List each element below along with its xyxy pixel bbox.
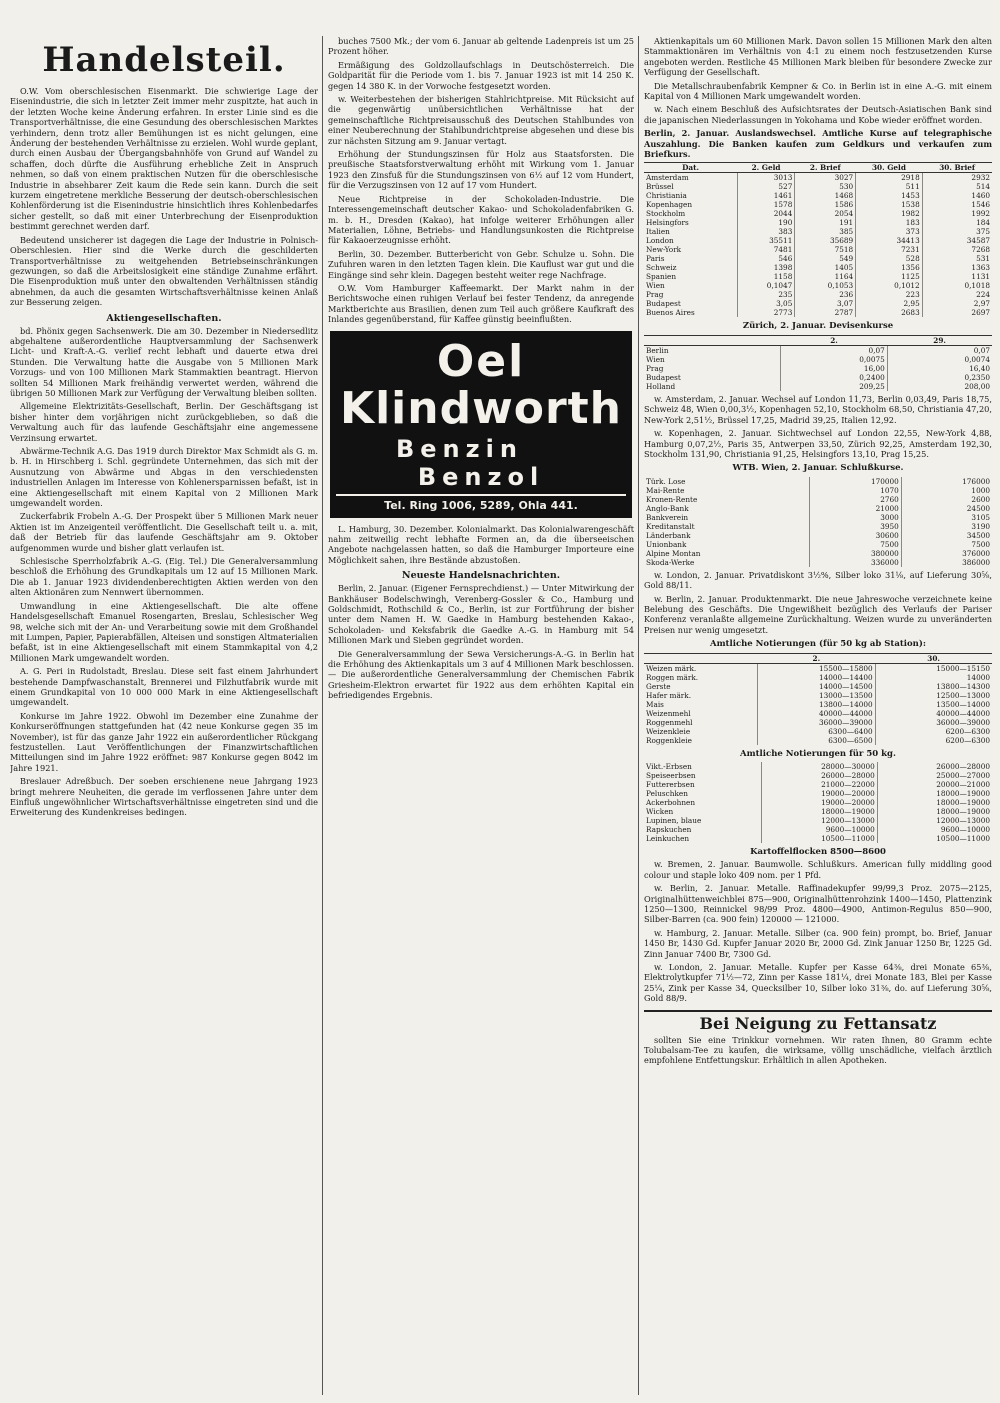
column-1 bbox=[10, 36, 318, 1395]
fx-cell: 235 bbox=[737, 290, 795, 299]
ad-heading-fettansatz: Bei Neigung zu Fettansatz bbox=[644, 1010, 992, 1033]
prod-cell: 6300—6500 bbox=[757, 736, 875, 745]
fx-cell: 183 bbox=[856, 218, 923, 227]
prod2-cell: 18000—19000 bbox=[936, 806, 990, 816]
fx-row bbox=[644, 209, 992, 218]
zurich-cell: 209,25 bbox=[781, 382, 887, 391]
prod-cell: Roggenmehl bbox=[644, 718, 757, 727]
article-zuckerfabrik: Zuckerfabrik Frobeln A.-G. Der Prospekt über 5 Millionen Mark neuer Aktien ist im Anzeigenteil veröffentlicht. Die Gesellschaft teilt u. a. mit, daß der Betrieb für das laufende Geschäftsjahr am 9. Oktober aufgenommen wurde und bisher glatt verlaufen ist. bbox=[10, 511, 318, 553]
wien-cell: 176000 bbox=[962, 476, 990, 486]
ad-telephone: Tel. Ring 1006, 5289, Ohla 441. bbox=[336, 494, 626, 512]
zurich-cell: Holland bbox=[644, 382, 781, 391]
fx-cell: 236 bbox=[795, 290, 856, 299]
fx-cell: 1125 bbox=[856, 272, 923, 281]
wien-heading: WTB. Wien, 2. Januar. Schlußkurse. bbox=[732, 463, 904, 474]
article-kolonialmarkt: L. Hamburg, 30. Dezember. Kolonialmarkt. Das Kolonialwarengeschäft nahm zeitweilig recht lebhafte Formen an, da die überseeischen Angebote nachgelassen hatten, so daß die Hamburger Importeure eine Möglichkeit sahen, ihre Bestände abzustoßen. bbox=[328, 523, 634, 565]
fx-cell: 1164 bbox=[795, 272, 856, 281]
prod-cell: 36000—39000 bbox=[757, 718, 875, 727]
fx-row bbox=[644, 245, 992, 254]
column-3 bbox=[644, 36, 992, 1395]
fx-cell: 7268 bbox=[971, 245, 990, 255]
fx-cell: 1460 bbox=[971, 191, 990, 201]
wien-cell: 3190 bbox=[971, 521, 990, 531]
wien-cell: Mai-Rente bbox=[644, 486, 809, 495]
zurich-cell: 0,2400 bbox=[781, 373, 887, 382]
prod2-row bbox=[644, 834, 992, 843]
prod2-cell: 12000—13000 bbox=[762, 816, 878, 825]
article-metalle-london: w. London, 2. Januar. Metalle. Kupfer per Kasse 64⅜, drei Monate 65⅜, Elektrolytkupfer 71½—72, Zinn per Kasse 181¼, drei Monate 183, Blei per Kasse 25¼, Zink per Kasse 34, Quecksilber 10, Silber loko 31⅜, do. auf Lieferung 30⅝, Gold 88/9. bbox=[644, 962, 992, 1004]
fx-cell: 34413 bbox=[856, 236, 923, 245]
fx-cell: 527 bbox=[737, 182, 795, 191]
prod2-cell: 25000—27000 bbox=[936, 770, 990, 780]
article-asiatische-bank: w. Nach einem Beschluß des Aufsichtsrates der Deutsch-Asiatischen Bank sind die japanischen Niederlassungen in Yokohama und Kobe wieder eröffnet worden. bbox=[644, 104, 992, 125]
prod-cell: 36000—39000 bbox=[936, 717, 990, 727]
fx-cell: 385 bbox=[795, 227, 856, 236]
fx-cell: 549 bbox=[795, 254, 856, 263]
fx-cell: 2683 bbox=[856, 308, 923, 317]
zurich-cell: 0,2350 bbox=[964, 372, 990, 382]
prod2-row bbox=[644, 789, 992, 798]
fx-cell: Schweiz bbox=[644, 263, 737, 272]
prod-cell: Weizenkleie bbox=[644, 727, 757, 736]
prod2-cell: 12000—13000 bbox=[936, 815, 990, 825]
fx-cell: 531 bbox=[976, 254, 990, 264]
prod-cell: Hafer märk. bbox=[644, 691, 757, 700]
fx-cell: London bbox=[644, 236, 737, 245]
prod2-cell: Ackerbohnen bbox=[644, 798, 762, 807]
article-london: w. London, 2. Januar. Privatdiskont 3½%, Silber loko 31⅛, auf Lieferung 30⅝, Gold 88/11. bbox=[644, 569, 992, 591]
wien-cell: 386000 bbox=[962, 557, 990, 567]
wien-cell: Länderbank bbox=[644, 531, 809, 540]
article-sperrholz: Schlesische Sperrholzfabrik A.-G. (Eig. Tel.) Die Generalversammlung beschloß die Erhöhung des Grundkapitals um 12 auf 15 Millionen Mark. Die ab 1. Januar 1923 dividendenberechtigten Aktien werden von den alten Aktionären zum Nennwert übernommen. bbox=[10, 556, 318, 598]
fx-cell: 1363 bbox=[971, 263, 990, 273]
zurich-cell: Budapest bbox=[644, 373, 781, 382]
prod2-cell: 18000—19000 bbox=[762, 807, 878, 816]
prod2-cell: Speiseerbsen bbox=[644, 771, 762, 780]
prod2-cell: 18000—19000 bbox=[936, 788, 990, 798]
fx-cell: Budapest bbox=[644, 299, 737, 308]
fx-cell: Prag bbox=[644, 290, 737, 299]
fx-cell: 1356 bbox=[856, 263, 923, 272]
column-rule bbox=[322, 36, 323, 1395]
fx-cell: 35689 bbox=[795, 236, 856, 245]
fx-cell: Stockholm bbox=[644, 209, 737, 218]
prod2-cell: Vikt.-Erbsen bbox=[644, 762, 762, 771]
zurich-cell: 208,00 bbox=[964, 381, 990, 391]
article-butter: Berlin, 30. Dezember. Butterbericht von Gebr. Schulze u. Sohn. Die Zufuhren waren in den letzten Tagen klein. Die Kauflust war gut und die Eingänge sind sehr klein. Dagegen besteht weiter rege Nachfrage. bbox=[328, 248, 634, 280]
wien-cell: 1070 bbox=[809, 486, 901, 495]
wien-row bbox=[644, 531, 992, 540]
article-abwaerme: Abwärme-Technik A.G. Das 1919 durch Direktor Max Schmidt als G. m. b. H. in Hirschberg i. Schl. gegründete Unternehmen, das sich mit der Ausnutzung von Abwärme und Abgas in den verschiedensten industriellen Anlagen im Interesse von Kohlenersparnissen befaßt, ist in eine Aktiengesellschaft mit einem Kapital von 2 Millionen Mark umgewandelt worden. bbox=[10, 446, 318, 509]
prod2-cell: Rapskuchen bbox=[644, 825, 762, 834]
zurich-row bbox=[644, 355, 992, 364]
wien-row bbox=[644, 504, 992, 513]
wien-cell: Kreditanstalt bbox=[644, 522, 809, 531]
prod-cell: Mais bbox=[644, 700, 757, 709]
zurich-col-header: 2. bbox=[781, 335, 887, 345]
wien-cell: Kronen-Rente bbox=[644, 495, 809, 504]
fx-cell: 0,1053 bbox=[795, 281, 856, 290]
prod2-cell: Futtererbsen bbox=[644, 780, 762, 789]
prod2-cell: Leinkuchen bbox=[644, 834, 762, 843]
wien-cell: 2760 bbox=[809, 495, 901, 504]
fx-cell: 1158 bbox=[737, 272, 795, 281]
prod-cell: 13500—14000 bbox=[936, 699, 990, 709]
article-stundungszinsen: Erhöhung der Stundungszinsen für Holz aus Staatsforsten. Die preußische Staatsforstverwaltung erhöht mit Wirkung vom 1. Januar 1923 den Zinsfuß für die Stundungszinsen von 6½ auf 12 vom Hundert, für die Verzugszinsen von 12 auf 17 vom Hundert. bbox=[328, 149, 634, 191]
fx-cell: Amsterdam bbox=[644, 173, 737, 183]
ad-word-benzol: Benzol bbox=[417, 462, 545, 491]
fx-cell: 224 bbox=[976, 290, 990, 300]
wien-cell: Türk. Lose bbox=[644, 477, 809, 486]
article-amsterdam: w. Amsterdam, 2. Januar. Wechsel auf London 11,73, Berlin 0,03,49, Paris 18,75, Schweiz 48, Wien 0,00,3½, Kopenhagen 52,10, Stockholm 68,50, Christiania 47,20, New-York 2,51½, Brüssel 17,25, Madrid 39,25, Italien 12,92. bbox=[644, 393, 992, 425]
prod2-row bbox=[644, 780, 992, 789]
wien-cell: Anglo-Bank bbox=[644, 504, 809, 513]
prod2-cell: 10500—11000 bbox=[936, 833, 990, 843]
wien-cell: 3105 bbox=[971, 512, 990, 522]
fx-cell: 1546 bbox=[971, 200, 990, 210]
fx-cell: 2932 bbox=[971, 173, 990, 183]
column-rule bbox=[638, 36, 639, 1395]
prod-cell: Weizenmehl bbox=[644, 709, 757, 718]
prod-row bbox=[644, 691, 992, 700]
prod-row bbox=[644, 736, 992, 745]
article-kaffeemarkt: O.W. Vom Hamburger Kaffeemarkt. Der Markt nahm in der Berichtswoche einen ruhigen Verlauf bei fester Tendenz, da anregende Marktberichte aus Brasilien, denen zum Teil auch größere Kaufkraft des Inlandes gegenüberstand, für Kaffee günstig beeinflußten. bbox=[328, 282, 634, 325]
fx-row bbox=[644, 254, 992, 263]
fx-row bbox=[644, 200, 992, 209]
fx-row bbox=[644, 182, 992, 191]
section-heading-handelsnachrichten: Neueste Handelsnachrichten. bbox=[401, 570, 561, 582]
wien-cell: 34500 bbox=[966, 530, 990, 540]
fx-col-header: 2. Brief bbox=[795, 163, 856, 173]
prod-cell: 6200—6300 bbox=[945, 735, 990, 745]
prod-row bbox=[644, 663, 992, 673]
fx-cell: 546 bbox=[737, 254, 795, 263]
article-schokolade: Neue Richtpreise in der Schokoladen-Industrie. Die Interessengemeinschaft deutscher Kakao- und Schokoladenfabriken G. m. b. H., Dresden (Kakao), hat infolge weiterer Erhöhungen aller Materialien, Löhne, Betriebs- und Handlungsunkosten die Richtpreise für Kakaoerzeugnisse erhöht. bbox=[328, 193, 634, 246]
fx-row bbox=[644, 227, 992, 236]
fx-cell: 1468 bbox=[795, 191, 856, 200]
fx-cell: Helsingfors bbox=[644, 218, 737, 227]
wien-cell: 3000 bbox=[809, 513, 901, 522]
prod-cell: Weizen märk. bbox=[644, 663, 757, 673]
prod-cell: Gerste bbox=[644, 682, 757, 691]
wien-row bbox=[644, 486, 992, 495]
fx-cell: 2773 bbox=[737, 308, 795, 317]
zurich-row bbox=[644, 382, 992, 391]
prod-col-header: 2. bbox=[757, 653, 875, 663]
fx-row bbox=[644, 263, 992, 272]
prod2-cell: 9600—10000 bbox=[762, 825, 878, 834]
prod-row bbox=[644, 682, 992, 691]
prod-cell: 40000—44000 bbox=[936, 708, 990, 718]
wien-row bbox=[644, 549, 992, 558]
fx-cell: 2697 bbox=[971, 308, 990, 318]
article-gaedke: Berlin, 2. Januar. (Eigener Fernsprechdienst.) — Unter Mitwirkung der Bankhäuser Bodelschwingh, Verenberg-Gossler & Co., Hamburg und Goldschmidt, Rothschild & Co., Berlin, ist zur Fortführung der bisher unter dem Namen H. W. Gaedke in Hamburg bestehenden Kakao-, Schokoladen- und Keksfabrik die Gaedke A.-G. in Hamburg mit 54 Millionen Mark und Sieben gegründet worden. bbox=[328, 583, 634, 646]
wien-cell: 3950 bbox=[809, 522, 901, 531]
article-metalle-berlin: w. Berlin, 2. Januar. Metalle. Raffinadekupfer 99/99,3 Proz. 2075—2125, Originalhüttenweichblei 875—900, Originalhüttenrohzink 1400—1450, Plattenzink 1250—1300, Reinnickel 98/99 Proz. 4800—4900, Antimon-Regulus 850—900, Silber-Barren (ca. 900 fein) 120000 — 121000. bbox=[644, 883, 992, 925]
prod2-row bbox=[644, 771, 992, 780]
fx-cell: 2054 bbox=[795, 209, 856, 218]
prod-cell: 13800—14000 bbox=[757, 700, 875, 709]
zurich-cell: 16,40 bbox=[969, 363, 990, 373]
wien-row bbox=[644, 477, 992, 486]
zurich-cell: 16,00 bbox=[781, 364, 887, 373]
fx-cell: 1131 bbox=[971, 272, 990, 282]
column-2 bbox=[328, 36, 634, 1395]
article-eisenmarkt: O.W. Vom oberschlesischen Eisenmarkt. Die schwierige Lage der Eisenindustrie, die sich in letzter Zeit immer mehr zuspitzte, hat auch in der letzten Woche keine Änderung erfahren. In erster Linie sind es die Transportverhältnisse, die eine Gesundung des oberschlesischen Marktes verhindern, denn trotz aller Bemühungen ist es nicht gelungen, eine Änderung der bestehenden Verhältnisse zu erzielen. Wohl wurde geplant, durch einen Ausbau der Übergangsbahnhöfe von Grund auf Wandel zu schaffen, doch dürfte die Ausführung erhebliche Zeit in Anspruch nehmen, so daß von einem praktischen Nutzen für die oberschlesische Industrie in absehbarer Zeit kaum die Rede sein kann. Durch die seit kurzem eingetretene merkliche Besserung der deutsch-oberschlesischen Kohlenförderung ist die Eisenindustrie hinsichtlich ihres Kohlenbedarfes sicher gestellt, so daß mit einer Unterbrechung der Eisenproduktion bestimmt gerechnet werden darf. bbox=[10, 86, 318, 232]
fx-cell: 34587 bbox=[966, 236, 990, 246]
prod2-cell: 26000—28000 bbox=[936, 761, 990, 771]
prod-row bbox=[644, 709, 992, 718]
prod-row bbox=[644, 718, 992, 727]
prod2-cell: 21000—22000 bbox=[762, 780, 878, 789]
fx-cell: Wien bbox=[644, 281, 737, 290]
fx-cell: 191 bbox=[795, 218, 856, 227]
fx-cell: Buenos Aires bbox=[644, 308, 737, 317]
zurich-row bbox=[644, 373, 992, 382]
article-umwandlung: Umwandlung in eine Aktiengesellschaft. Die alte offene Handelsgesellschaft Emanuel Rosengarten, Breslau, Schlesischer Weg 98, welche sich mit der An- und Verarbeitung sowie mit dem Großhandel mit Lumpen, Papier, Papierabfällen, Alteisen und sonstigen Altmaterialien befaßt, ist in eine Aktiengesellschaft mit einem Stammkapital von 4,2 Millionen Mark umgewandelt worden. bbox=[10, 600, 318, 663]
prod2-cell: 9600—10000 bbox=[940, 824, 990, 834]
wien-row bbox=[644, 522, 992, 531]
wien-cell: Unionbank bbox=[644, 540, 809, 549]
fx-cell: 223 bbox=[856, 290, 923, 299]
fx-col-header: 30. Brief bbox=[922, 163, 992, 173]
wien-cell: 21000 bbox=[809, 504, 901, 513]
article-konkurse: Konkurse im Jahre 1922. Obwohl im Dezember eine Zunahme der Konkurseröffnungen stattgefunden hat (42 neue Konkurse gegen 35 im November), ist für das ganze Jahr 1922 ein außerordentlicher Rückgang festzustellen. Laut Veröffentlichungen der Finanzwirtschaftlichen Mitteilungen sind im Jahre 1922 eröffnet: 987 Konkurse gegen 8042 im Jahre 1921. bbox=[10, 710, 318, 773]
fx-table bbox=[644, 162, 992, 317]
prod2-cell: Wicken bbox=[644, 807, 762, 816]
fx-row bbox=[644, 308, 992, 317]
prod2-row bbox=[644, 798, 992, 807]
wien-cell: Alpine Montan bbox=[644, 549, 809, 558]
fx-cell: 7231 bbox=[856, 245, 923, 254]
wien-cell: 7500 bbox=[971, 539, 990, 549]
prod2-cell: 28000—30000 bbox=[762, 762, 878, 771]
wien-cell: Skoda-Werke bbox=[644, 558, 809, 567]
prod-cell: 15500—15800 bbox=[757, 663, 875, 673]
wien-row bbox=[644, 558, 992, 567]
wien-cell: 2600 bbox=[971, 494, 990, 504]
wien-cell: 170000 bbox=[809, 477, 901, 486]
fx-cell: 1992 bbox=[971, 209, 990, 219]
fx-cell: 7518 bbox=[795, 245, 856, 254]
article-peri: A. G. Peri in Rudolstadt, Breslau. Diese seit fast einem Jahrhundert bestehende Dampfwaschanstalt, Brennerei und Filzhutfabrik wurde mit einem Grundkapital von 10 000 000 Mark in eine Aktiengesellschaft umgewandelt. bbox=[10, 666, 318, 708]
fx-col-header: 30. Geld bbox=[856, 163, 923, 173]
article-phoenix: bd. Phönix gegen Sachsenwerk. Die am 30. Dezember in Niedersedlitz abgehaltene außerordentliche Hauptversammlung der Sachsenwerk Licht- und Kraft-A.-G. verlief recht lebhaft und dauerte etwa drei Stunden. Die Verwaltung hatte die Ausgabe von 5 Millionen Mark Vorzugs- und von 100 Millionen Mark Stammaktien beantragt. Hiervon sollten 54 Millionen Mark freihändig verwertet werden, während die übrigen 50 Millionen Mark zur Verfügung der Verwaltung bleiben sollten. bbox=[10, 325, 318, 398]
fx-cell: 2044 bbox=[737, 209, 795, 218]
fx-cell: 383 bbox=[737, 227, 795, 236]
wien-cell: 24500 bbox=[966, 503, 990, 513]
fx-cell: 1586 bbox=[795, 200, 856, 209]
fx-row bbox=[644, 281, 992, 290]
fx-cell: 2,97 bbox=[973, 299, 990, 309]
prod-row bbox=[644, 673, 992, 682]
prod-cell: 13000—13500 bbox=[757, 691, 875, 700]
wien-cell: 30600 bbox=[809, 531, 901, 540]
fx-cell: 3,07 bbox=[795, 299, 856, 308]
wien-cell: 7500 bbox=[809, 540, 901, 549]
prod-cell: 6200—6300 bbox=[945, 726, 990, 736]
prod-cell: 13800—14300 bbox=[936, 681, 990, 691]
article-aktienkapital: Aktienkapitals um 60 Millionen Mark. Davon sollen 15 Millionen Mark den alten Stammaktionären im Verhältnis von 4:1 zu einem noch festzusetzenden Kurse angeboten werden. Restliche 45 Millionen Mark bleiben für besondere Zwecke zur Verfügung der Gesellschaft. bbox=[644, 36, 992, 78]
section-title: Handelsteil. bbox=[42, 40, 286, 80]
wien-row bbox=[644, 495, 992, 504]
prod2-cell: Lupinen, blaue bbox=[644, 816, 762, 825]
fx-cell: Kopenhagen bbox=[644, 200, 737, 209]
kartoffelflocken: Kartoffelflocken 8500—8600 bbox=[750, 846, 886, 857]
prod2-row bbox=[644, 762, 992, 771]
prod-heading: Amtliche Notierungen (für 50 kg ab Station): bbox=[709, 639, 927, 650]
fx-cell: Paris bbox=[644, 254, 737, 263]
zurich-cell: 0,07 bbox=[973, 345, 990, 355]
fx-cell: Christiania bbox=[644, 191, 737, 200]
fx-cell: New-York bbox=[644, 245, 737, 254]
fx-cell: 1982 bbox=[856, 209, 923, 218]
wien-cell: 380000 bbox=[809, 549, 901, 558]
fx-row bbox=[644, 191, 992, 200]
prod-cell: 14000 bbox=[966, 672, 990, 682]
prod-row bbox=[644, 727, 992, 736]
prod2-cell: 26000—28000 bbox=[762, 771, 878, 780]
prod-col-header: 30. bbox=[875, 653, 992, 663]
article-stahlrichtpreise: w. Weiterbestehen der bisherigen Stahlrichtpreise. Mit Rücksicht auf die gegenwärtig unübersichtlichen Verhältnisse hat der gemeinschaftliche Richtpreisausschuß des Deutschen Stahlbundes von einer Neuberechnung der Stahlbundrichtpreise abgesehen und diese bis zur nächsten Sitzung am 9. Januar vertagt. bbox=[328, 94, 634, 146]
wien-row bbox=[644, 540, 992, 549]
prod-cell: Roggenkleie bbox=[644, 736, 757, 745]
ad-text-fettansatz: sollten Sie eine Trinkkur vornehmen. Wir raten Ihnen, 80 Gramm echte Tolubalsam-Tee zu kaufen, die wirksame, völlig unschädliche, vielfach ärztlich empfohlene Entfettungskur. Erhältlich in allen Apotheken. bbox=[644, 1034, 992, 1066]
article-aeg: Allgemeine Elektrizitäts-Gesellschaft, Berlin. Der Geschäftsgang ist bisher hinter dem vorjährigen nicht zurückgeblieben, so daß die Verwaltung auch für das laufende Geschäftsjahr eine angemessene Verzinsung erwartet. bbox=[10, 401, 318, 443]
wien-table bbox=[644, 477, 992, 567]
zurich-col-header bbox=[644, 335, 781, 345]
fx-cell: Spanien bbox=[644, 272, 737, 281]
fx-cell: 184 bbox=[976, 218, 990, 228]
prod2-cell: Peluschken bbox=[644, 789, 762, 798]
prod2-row bbox=[644, 807, 992, 816]
article-metalle-hamburg: w. Hamburg, 2. Januar. Metalle. Silber (ca. 900 fein) prompt, bo. Brief, Januar 1450 Br, 1430 Gd. Kupfer Januar 2020 Br, 2000 Gd. Zink Januar 1250 Br, 1225 Gd. Zinn Januar 7400 Br, 7300 Gd. bbox=[644, 927, 992, 959]
prod2-cell: 20000—21000 bbox=[936, 779, 990, 789]
fx-row bbox=[644, 236, 992, 245]
fx-cell: 0,1047 bbox=[737, 281, 795, 290]
ad-word-benzin: Benzin bbox=[395, 434, 523, 463]
prod-cell: 14000—14500 bbox=[757, 682, 875, 691]
fx-cell: 3013 bbox=[737, 173, 795, 183]
advertisement-oel-klindworth bbox=[330, 331, 632, 518]
fx-col-header: 2. Geld bbox=[737, 163, 795, 173]
zurich-cell: Prag bbox=[644, 364, 781, 373]
wien-cell: 376000 bbox=[962, 548, 990, 558]
prod2-table bbox=[644, 762, 992, 843]
fx-heading: Berlin, 2. Januar. Auslandswechsel. Amtliche Kurse auf telegraphische Auszahlung. Die Banken kaufen zum Geldkurs und verkaufen zum Briefkurs. bbox=[644, 128, 992, 160]
prod2-cell: 10500—11000 bbox=[762, 834, 878, 843]
fx-cell: Brüssel bbox=[644, 182, 737, 191]
zurich-heading: Zürich, 2. Januar. Devisenkurse bbox=[742, 321, 894, 332]
fx-row bbox=[644, 218, 992, 227]
fx-cell: 511 bbox=[856, 182, 923, 191]
fx-cell: 0,1012 bbox=[856, 281, 923, 290]
zurich-cell: 0,0074 bbox=[964, 354, 990, 364]
fx-row bbox=[644, 173, 992, 183]
article-goldzoll: Ermäßigung des Goldzollaufschlags in Deutschösterreich. Die Goldparität für die Periode vom 1. bis 7. Januar 1923 ist mit 14 250 K. gegen 14 380 K. in der Vorwoche festgesetzt worden. bbox=[328, 59, 634, 91]
wien-cell: 1000 bbox=[971, 485, 990, 495]
zurich-table bbox=[644, 335, 992, 391]
wien-cell: 336000 bbox=[809, 558, 901, 567]
article-ladenpreis: buches 7500 Mk.; der vom 6. Januar ab geltende Ladenpreis ist um 25 Prozent höher. bbox=[328, 36, 634, 57]
prod2-cell: 19000—20000 bbox=[762, 798, 878, 807]
prod2-row bbox=[644, 816, 992, 825]
article-produktenmarkt: w. Berlin, 2. Januar. Produktenmarkt. Die neue Jahreswoche verzeichnete keine Belebung des Geschäfts. Die Ungewißheit bezüglich des Verlaufs der Pariser Konferenz veranlaßte allgemeine Zurückhaltung. Weizen wurde zu unveränderten Preisen nur wenig umgesetzt. bbox=[644, 593, 992, 635]
fx-cell: 1578 bbox=[737, 200, 795, 209]
fx-cell: 0,1018 bbox=[964, 281, 990, 291]
fx-cell: 1398 bbox=[737, 263, 795, 272]
fx-col-header: Dat. bbox=[644, 163, 737, 173]
fx-cell: 1538 bbox=[856, 200, 923, 209]
prod-cell: 40000—44000 bbox=[757, 709, 875, 718]
section-heading-aktiengesellschaften: Aktiengesellschaften. bbox=[106, 312, 222, 324]
prod-cell: 14000—14400 bbox=[757, 673, 875, 682]
ad-word-oel: Oel bbox=[436, 335, 526, 387]
prod-row bbox=[644, 700, 992, 709]
fx-cell: 3027 bbox=[795, 173, 856, 183]
prod-table bbox=[644, 653, 992, 745]
prod-col-header bbox=[644, 653, 757, 663]
prod2-heading: Amtliche Notierungen für 50 kg. bbox=[740, 748, 896, 759]
fx-cell: 528 bbox=[856, 254, 923, 263]
prod-cell: 15000—15150 bbox=[936, 663, 990, 673]
fx-cell: 373 bbox=[856, 227, 923, 236]
zurich-cell: 0,07 bbox=[781, 345, 887, 355]
zurich-cell: Wien bbox=[644, 355, 781, 364]
fx-cell: 514 bbox=[976, 182, 990, 192]
fx-cell: 190 bbox=[737, 218, 795, 227]
fx-cell: 7481 bbox=[737, 245, 795, 254]
prod2-cell: 19000—20000 bbox=[762, 789, 878, 798]
zurich-row bbox=[644, 364, 992, 373]
zurich-cell: 0,0075 bbox=[781, 355, 887, 364]
fx-row bbox=[644, 272, 992, 281]
fx-cell: Italien bbox=[644, 227, 737, 236]
prod2-cell: 18000—19000 bbox=[936, 797, 990, 807]
fx-cell: 1405 bbox=[795, 263, 856, 272]
prod2-row bbox=[644, 825, 992, 834]
prod-cell: 6300—6400 bbox=[757, 727, 875, 736]
fx-cell: 2,95 bbox=[856, 299, 923, 308]
article-sewa: Die Generalversammlung der Sewa Versicherungs-A.-G. in Berlin hat die Erhöhung des Aktienkapitals um 3 auf 4 Millionen Mark beschlossen. — Die außerordentliche Generalversammlung der Chemischen Fabrik Griesheim-Elektron erwartet für 1922 aus dem erhöhten Kapital ein befriedigendes Ergebnis. bbox=[328, 648, 634, 701]
fx-cell: 2918 bbox=[856, 173, 923, 183]
zurich-col-header: 29. bbox=[887, 335, 992, 345]
zurich-row bbox=[644, 345, 992, 355]
article-baumwolle: w. Bremen, 2. Januar. Baumwolle. Schlußkurs. American fully middling good colour und staple loko 409 nom. per 1 Pfd. bbox=[644, 859, 992, 880]
prod-cell: Roggen märk. bbox=[644, 673, 757, 682]
zurich-cell: Berlin bbox=[644, 345, 781, 355]
fx-cell: 530 bbox=[795, 182, 856, 191]
article-kempner: Die Metallschraubenfabrik Kempner & Co. in Berlin ist in eine A.-G. mit einem Kapital von 4 Millionen Mark umgewandelt worden. bbox=[644, 80, 992, 102]
wien-cell: Bankverein bbox=[644, 513, 809, 522]
fx-row bbox=[644, 299, 992, 308]
fx-cell: 3,05 bbox=[737, 299, 795, 308]
fx-cell: 1461 bbox=[737, 191, 795, 200]
ad-word-klindworth: Klindworth bbox=[339, 382, 622, 434]
prod-cell: 12500—13000 bbox=[936, 690, 990, 700]
fx-cell: 375 bbox=[976, 227, 990, 237]
fx-row bbox=[644, 290, 992, 299]
wien-row bbox=[644, 513, 992, 522]
fx-cell: 1453 bbox=[856, 191, 923, 200]
fx-cell: 35511 bbox=[737, 236, 795, 245]
article-kopenhagen: w. Kopenhagen, 2. Januar. Sichtwechsel auf London 22,55, New-York 4,88, Hamburg 0,07,2½, Paris 35, Antwerpen 33,50, Zürich 92,25, Amsterdam 192,30, Stockholm 131,90, Christiania 91,25, Helsingfors 13,10, Prag 15,25. bbox=[644, 428, 992, 459]
fx-cell: 2787 bbox=[795, 308, 856, 317]
article-adressbuch: Breslauer Adreßbuch. Der soeben erschienene neue Jahrgang 1923 bringt mehrere Neuheiten, die gerade im verflossenen Jahre unter dem Einfluß ungewöhnlicher Wirtschaftsverhältnisse eingetreten sind und die Erweiterung des Kundenkreises bedingen. bbox=[10, 776, 318, 818]
article-eisenmarkt-cont: Bedeutend unsicherer ist dagegen die Lage der Industrie in Polnisch-Oberschlesien. Hier sind die Werke durch die geschilderten Transportverhältnisse zu weitgehenden Betriebseinschränkungen gezwungen, so daß die Arbeitslosigkeit eine ständige Zunahme erfährt. Die Eisenproduktion muß unter den obwaltenden Verhältnissen ständig abnehmen, da auch die gesamten Wirtschaftsverhältnisse keinen Anlaß zur Besserung zeigen. bbox=[10, 234, 318, 308]
